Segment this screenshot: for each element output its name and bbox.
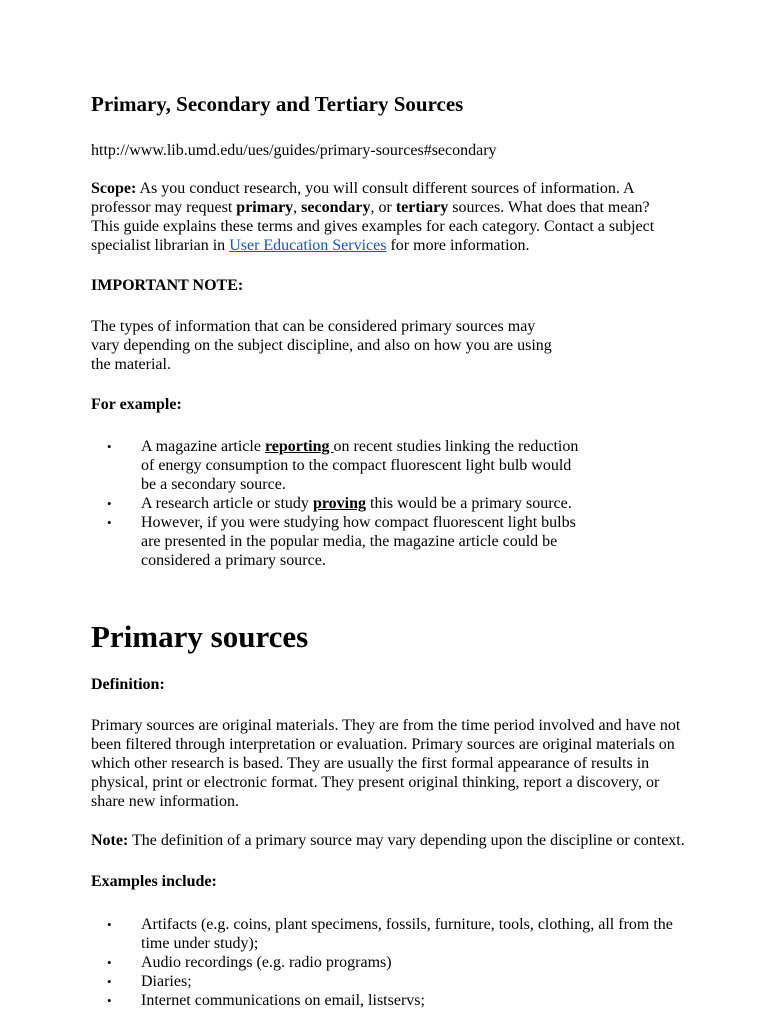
scope-secondary: secondary (301, 199, 371, 216)
definition-label: Definition: (91, 676, 165, 693)
list-item (141, 494, 581, 513)
scope-label: Scope: (91, 180, 137, 197)
important-note-label: IMPORTANT NOTE: (91, 277, 244, 294)
note-label: Note: (91, 832, 129, 849)
scope-text-1: As you conduct research, you will consult different sources of information. A professor may request (91, 180, 634, 216)
document-content (91, 92, 691, 1010)
user-education-services-link[interactable]: User Education Services (229, 237, 387, 254)
list-item: • However, if you were studying how compact fluorescent light bulbs are presented in the popular media, the magazine article could be considered a primary source. (141, 513, 581, 570)
section-heading-primary-sources: Primary sources (91, 619, 309, 654)
definition-text: Primary sources are original materials. They are from the time period involved and have not been filtered through interpretation or evaluation. Primary sources are original materials on which other research is based. They are usually the first formal appearance of results in physical, print or electronic format. They present original thinking, report a discovery, or share new information. (91, 717, 681, 810)
important-note-text: The types of information that can be considered primary sources may vary depending on the subject discipline, and also on how you are using the material. (91, 318, 552, 373)
example-emphasis: reporting (264, 438, 334, 455)
scope-paragraph (91, 179, 671, 255)
list-item: • Internet communications on email, listservs; (141, 991, 681, 1010)
example-text: A research article or study (141, 495, 313, 512)
scope-tertiary: tertiary (395, 199, 449, 216)
note-text: The definition of a primary source may vary depending upon the discipline or context. (128, 832, 685, 849)
list-item: • Artifacts (e.g. coins, plant specimens, fossils, furniture, tools, clothing, all from the time under study); (141, 915, 681, 953)
primary-examples-list (91, 915, 691, 1010)
for-example-label: For example: (91, 396, 182, 413)
source-url: http://www.lib.umd.edu/ues/guides/primary-sources#secondary (91, 142, 497, 159)
list-item: • Diaries; (141, 972, 681, 991)
example-text: this would be a primary source. (366, 495, 572, 512)
scope-comma: , (293, 199, 302, 216)
examples-label: Examples include: (91, 873, 217, 890)
note-paragraph (91, 831, 691, 850)
scope-text-3: for more information. (386, 237, 530, 254)
example-emphasis: proving (312, 495, 366, 512)
list-item: • Audio recordings (e.g. radio programs) (141, 953, 681, 972)
example-text: A magazine article (141, 438, 265, 455)
page-title: Primary, Secondary and Tertiary Sources (91, 92, 464, 116)
example-text: on recent studies linking the reduction of energy consumption to the compact fluorescent light bulb would be a secondary source. (141, 438, 579, 493)
scope-primary: primary (236, 199, 294, 216)
scope-text-2: sources. What does that mean? This guide explains these terms and gives examples for each category. Contact a subject specialist librarian in (91, 199, 655, 254)
list-item (141, 437, 581, 494)
scope-or: , or (370, 199, 396, 216)
example-list (91, 437, 691, 570)
